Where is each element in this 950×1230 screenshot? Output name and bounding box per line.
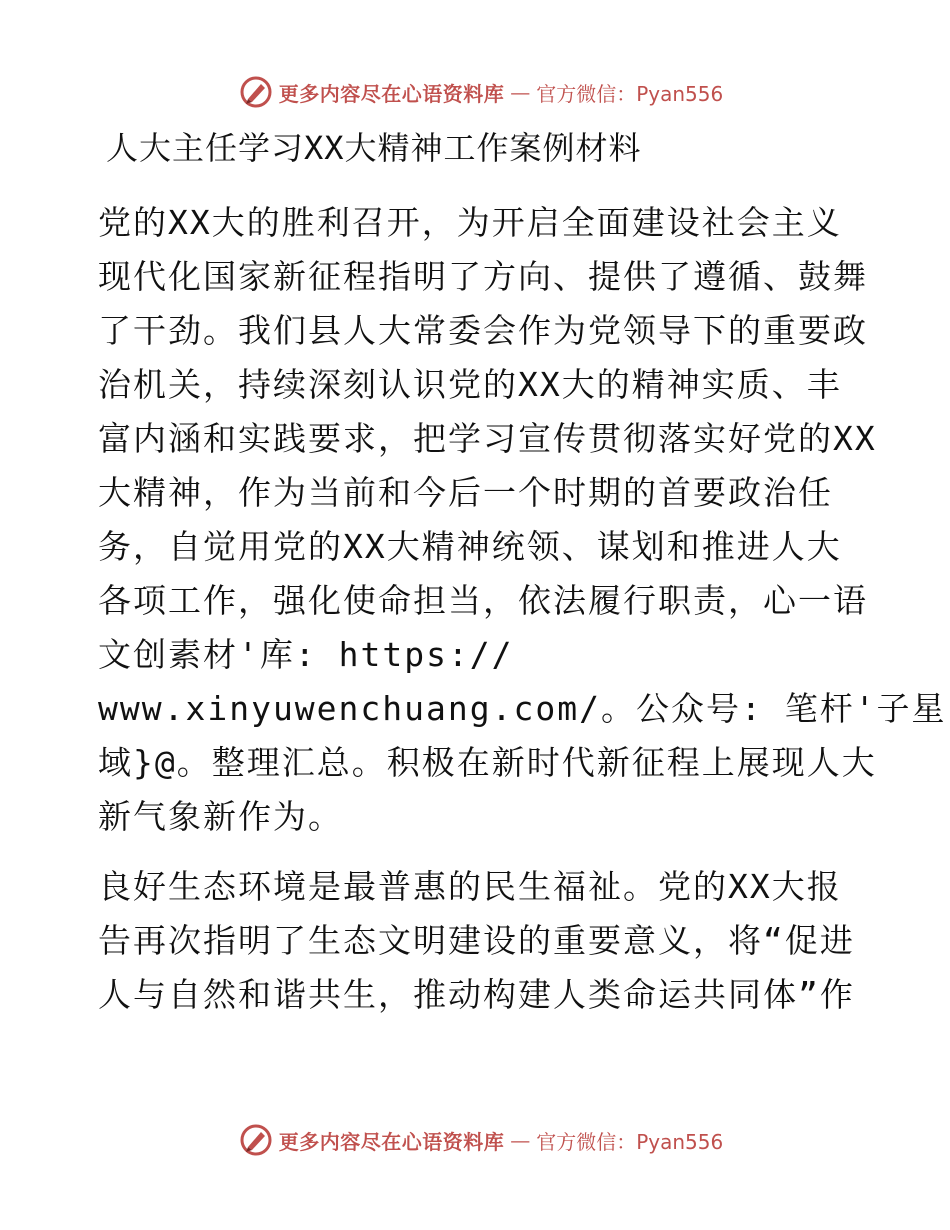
text-line: 党的XX大的胜利召开，为开启全面建设社会主义 bbox=[98, 203, 842, 242]
banner-wechat: 官方微信：Pyan556 bbox=[536, 81, 724, 106]
text-line: 新气象新作为。 bbox=[98, 797, 343, 836]
text-line: 告再次指明了生态文明建设的重要意义，将“促进 bbox=[98, 921, 855, 960]
page-title: 人大主任学习XX大精神工作案例材料 bbox=[106, 129, 642, 167]
banner-title: 更多内容尽在心语资料库 bbox=[278, 1129, 505, 1154]
text-line: 良好生态环境是最普惠的民生福祉。党的XX大报 bbox=[98, 867, 842, 906]
text-line: 治机关，持续深刻认识党的XX大的精神实质、丰 bbox=[98, 365, 842, 404]
pen-logo-icon bbox=[239, 1123, 273, 1157]
text-line: 富内涵和实践要求，把学习宣传贯彻落实好党的XX bbox=[98, 419, 877, 458]
header-banner-inner bbox=[239, 75, 724, 109]
text-line: 大精神，作为当前和今后一个时期的首要政治任 bbox=[98, 473, 833, 512]
document-body bbox=[98, 196, 947, 1022]
header-banner bbox=[0, 72, 950, 112]
paragraph-1 bbox=[98, 196, 947, 844]
footer-banner bbox=[0, 1120, 950, 1160]
text-line: 各项工作，强化使命担当，依法履行职责，心一语 bbox=[98, 581, 868, 620]
text-line: 域}@。整理汇总。积极在新时代新征程上展现人大 bbox=[98, 743, 877, 782]
banner-separator: — bbox=[510, 1128, 531, 1152]
text-line: 务，自觉用党的XX大精神统领、谋划和推进人大 bbox=[98, 527, 842, 566]
banner-title: 更多内容尽在心语资料库 bbox=[278, 81, 505, 106]
pen-logo-icon bbox=[239, 75, 273, 109]
text-line: 文创素材'库: https:// bbox=[98, 635, 514, 674]
banner-separator: — bbox=[510, 80, 531, 104]
text-line: 了干劲。我们县人大常委会作为党领导下的重要政 bbox=[98, 311, 868, 350]
text-line: 人与自然和谐共生，推动构建人类命运共同体”作 bbox=[98, 975, 855, 1014]
text-line: www.xinyuwenchuang.com/。公众号: 笔杆'子星 bbox=[98, 689, 947, 728]
text-line: 现代化国家新征程指明了方向、提供了遵循、鼓舞 bbox=[98, 257, 868, 296]
footer-banner-inner bbox=[239, 1123, 724, 1157]
banner-wechat: 官方微信：Pyan556 bbox=[536, 1129, 724, 1154]
paragraph-2 bbox=[98, 860, 868, 1022]
